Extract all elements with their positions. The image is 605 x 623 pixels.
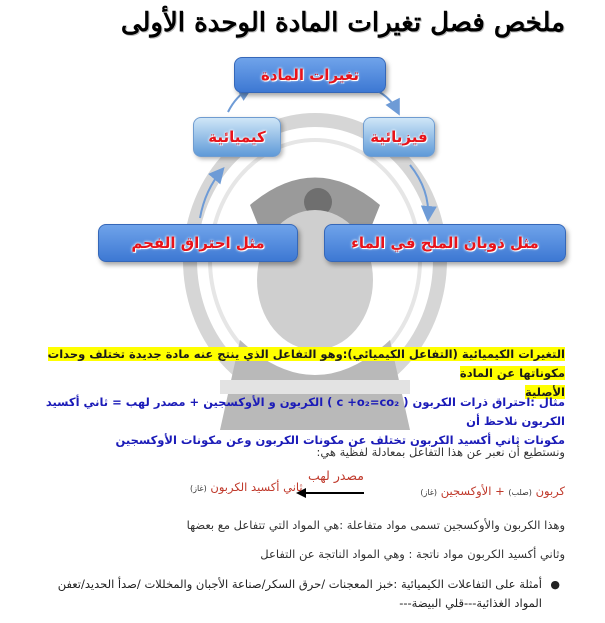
diagram-main-box: تغيرات المادة bbox=[234, 57, 386, 93]
example-line-2: مكونات ثاني أكسيد الكربون تختلف عن مكونات الكربون وعن مكونات الأوكسجين bbox=[115, 433, 565, 447]
product-state: (غاز) bbox=[190, 484, 207, 493]
examples-line-1: أمثلة على التفاعلات الكيميائية :خبز المعجنات /حرق السكر/صناعة الأجبان والمخللات /صدأ الحديد/تعفن bbox=[57, 577, 542, 591]
word-equation-intro: ونستطيع أن نعبر عن هذا التفاعل بمعادلة لفظية هي: bbox=[316, 445, 565, 459]
diagram-physical-box: فيزيائية bbox=[363, 117, 435, 157]
carbon-state: (صلب) bbox=[508, 488, 532, 497]
oxygen-label: الأوكسجين bbox=[440, 484, 492, 498]
definition-line-1: التغيرات الكيميائية (التفاعل الكيميائي):وهو التفاعل الذي ينتج عنه مادة جديدة تختلف وحدات مكوناتها عن المادة bbox=[47, 347, 565, 380]
reaction-arrow-icon bbox=[296, 488, 366, 498]
products-definition: وثاني أكسيد الكربون مواد ناتجة : وهي المواد الناتجة عن التفاعل bbox=[260, 547, 565, 561]
diagram-chemical-box: كيميائية bbox=[193, 117, 281, 157]
word-equation bbox=[190, 468, 565, 508]
diagram-chemical-example-box: مثل احتراق الفحم bbox=[98, 224, 298, 262]
diagram-physical-example-box: مثل ذوبان الملح في الماء bbox=[324, 224, 566, 262]
product-label: ثاني أكسيد الكربون bbox=[210, 480, 303, 494]
examples-line-2: المواد الغذائية---قلي البيضة--- bbox=[399, 596, 542, 610]
equation-product bbox=[190, 480, 303, 494]
equation-reactants bbox=[420, 484, 565, 498]
example-line-1: مثال :احتراق ذرات الكربون ( c +o₂=co₂ ) الكربون و الأوكسجين + مصدر لهب = ثاني أكسيد الكربون نلاحظ أن bbox=[45, 395, 565, 428]
examples-bullet bbox=[22, 575, 560, 613]
page-title: ملخص فصل تغيرات المادة الوحدة الأولى bbox=[120, 8, 565, 38]
heat-source-label: مصدر لهب bbox=[308, 468, 364, 483]
example-paragraph bbox=[22, 393, 565, 450]
definition-line-2: الأصلية bbox=[525, 385, 565, 399]
bullet-icon: ● bbox=[550, 578, 560, 591]
oxygen-state: (غاز) bbox=[420, 488, 438, 497]
reactants-definition: وهذا الكربون والأوكسجين تسمى مواد متفاعلة :هي المواد التي تتفاعل مع بعضها bbox=[186, 518, 565, 532]
plus-sign: + bbox=[495, 484, 505, 498]
carbon-label: كربون bbox=[535, 484, 565, 498]
